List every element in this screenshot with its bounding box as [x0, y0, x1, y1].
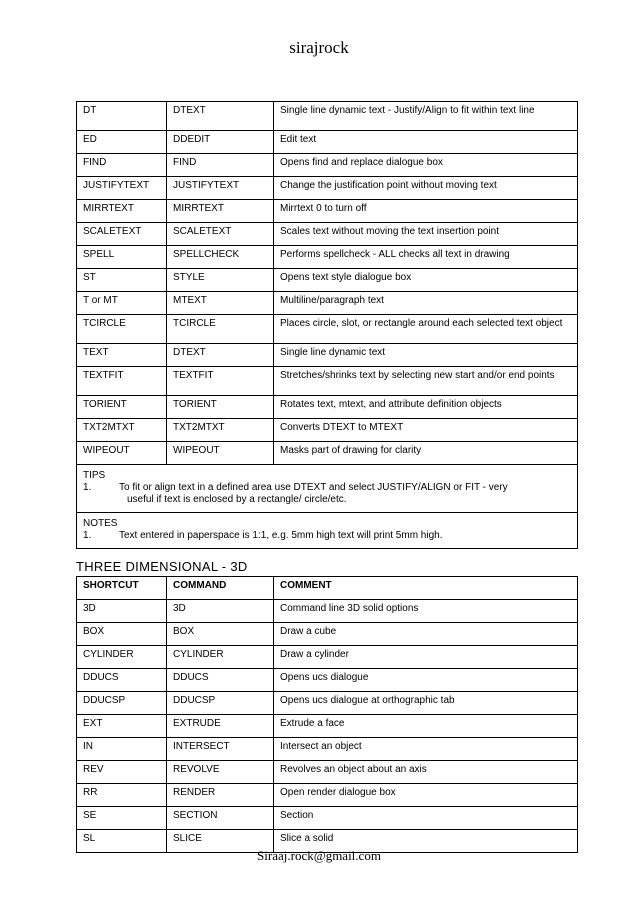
comment-cell: Extrude a face	[274, 715, 578, 738]
comment-cell: Opens ucs dialogue	[274, 669, 578, 692]
command-cell: SCALETEXT	[167, 223, 274, 246]
notes-cell	[77, 513, 578, 549]
shortcut-cell: TEXT	[77, 344, 167, 367]
table-row	[77, 177, 578, 200]
notes-heading: NOTES	[83, 518, 118, 529]
three-d-commands-table	[76, 576, 578, 853]
shortcut-cell: ST	[77, 269, 167, 292]
notes-item-number: 1.	[83, 530, 92, 541]
shortcut-cell: RR	[77, 784, 167, 807]
comment-cell: Mirrtext 0 to turn off	[274, 200, 578, 223]
table-row	[77, 623, 578, 646]
command-cell: DTEXT	[167, 344, 274, 367]
comment-cell: Rotates text, mtext, and attribute definition objects	[274, 396, 578, 419]
comment-cell: Command line 3D solid options	[274, 600, 578, 623]
table-row	[77, 344, 578, 367]
command-cell: TORIENT	[167, 396, 274, 419]
notes-item-text: Text entered in paperspace is 1:1, e.g. 5mm high text will print 5mm high.	[119, 530, 443, 541]
shortcut-cell: SE	[77, 807, 167, 830]
table-row	[77, 223, 578, 246]
comment-cell: Draw a cylinder	[274, 646, 578, 669]
page-header-title: sirajrock	[289, 38, 349, 57]
command-cell: 3D	[167, 600, 274, 623]
section-title-3d: THREE DIMENSIONAL - 3D	[76, 559, 248, 574]
comment-cell: Edit text	[274, 131, 578, 154]
shortcut-cell: EXT	[77, 715, 167, 738]
table-row	[77, 807, 578, 830]
shortcut-cell: IN	[77, 738, 167, 761]
table-row	[77, 442, 578, 465]
command-cell: STYLE	[167, 269, 274, 292]
table-row	[77, 131, 578, 154]
table-row	[77, 738, 578, 761]
comment-cell: Multiline/paragraph text	[274, 292, 578, 315]
command-cell: DDUCS	[167, 669, 274, 692]
comment-cell: Converts DTEXT to MTEXT	[274, 419, 578, 442]
tips-item-1	[83, 482, 571, 506]
shortcut-cell: SPELL	[77, 246, 167, 269]
table-row	[77, 419, 578, 442]
shortcut-cell: T or MT	[77, 292, 167, 315]
table-row	[77, 367, 578, 396]
shortcut-cell: BOX	[77, 623, 167, 646]
notes-item-1	[83, 530, 571, 542]
command-cell: EXTRUDE	[167, 715, 274, 738]
tips-item-text-line2: useful if text is enclosed by a rectangle/ circle/etc.	[127, 494, 347, 505]
command-cell: DDEDIT	[167, 131, 274, 154]
shortcut-cell: 3D	[77, 600, 167, 623]
table-row	[77, 646, 578, 669]
tips-row	[77, 465, 578, 513]
table-row	[77, 600, 578, 623]
table-row	[77, 315, 578, 344]
column-header-command: COMMAND	[167, 577, 274, 600]
column-header-comment: COMMENT	[274, 577, 578, 600]
command-cell: FIND	[167, 154, 274, 177]
table-row	[77, 692, 578, 715]
comment-cell: Opens ucs dialogue at orthographic tab	[274, 692, 578, 715]
three-d-commands-body	[77, 600, 578, 853]
command-cell: MIRRTEXT	[167, 200, 274, 223]
command-cell: WIPEOUT	[167, 442, 274, 465]
shortcut-cell: MIRRTEXT	[77, 200, 167, 223]
table-row	[77, 396, 578, 419]
shortcut-cell: SCALETEXT	[77, 223, 167, 246]
shortcut-cell: JUSTIFYTEXT	[77, 177, 167, 200]
table-row	[77, 292, 578, 315]
comment-cell: Masks part of drawing for clarity	[274, 442, 578, 465]
comment-cell: Draw a cube	[274, 623, 578, 646]
tips-item-number: 1.	[83, 482, 92, 493]
comment-cell: Single line dynamic text - Justify/Align to fit within text line	[274, 102, 578, 131]
command-cell: SECTION	[167, 807, 274, 830]
comment-cell: Intersect an object	[274, 738, 578, 761]
table-row	[77, 246, 578, 269]
table-row	[77, 715, 578, 738]
page-footer-email: Siraaj.rock@gmail.com	[257, 848, 381, 863]
comment-cell: Performs spellcheck - ALL checks all text in drawing	[274, 246, 578, 269]
table-row	[77, 102, 578, 131]
shortcut-cell: DDUCS	[77, 669, 167, 692]
notes-row	[77, 513, 578, 549]
comment-cell: Section	[274, 807, 578, 830]
command-cell: DTEXT	[167, 102, 274, 131]
command-cell: REVOLVE	[167, 761, 274, 784]
command-cell: SPELLCHECK	[167, 246, 274, 269]
comment-cell: Open render dialogue box	[274, 784, 578, 807]
command-cell: INTERSECT	[167, 738, 274, 761]
shortcut-cell: TXT2MTXT	[77, 419, 167, 442]
shortcut-cell: SL	[77, 830, 167, 853]
command-cell: TXT2MTXT	[167, 419, 274, 442]
comment-cell: Opens text style dialogue box	[274, 269, 578, 292]
shortcut-cell: CYLINDER	[77, 646, 167, 669]
tips-item-text-line1: To fit or align text in a defined area use DTEXT and select JUSTIFY/ALIGN or FIT - very	[119, 482, 508, 493]
shortcut-cell: REV	[77, 761, 167, 784]
shortcut-cell: WIPEOUT	[77, 442, 167, 465]
shortcut-cell: TORIENT	[77, 396, 167, 419]
comment-cell: Change the justification point without moving text	[274, 177, 578, 200]
command-cell: TEXTFIT	[167, 367, 274, 396]
command-cell: TCIRCLE	[167, 315, 274, 344]
table-row	[77, 200, 578, 223]
table-row	[77, 269, 578, 292]
command-cell: BOX	[167, 623, 274, 646]
comment-cell: Slice a solid	[274, 830, 578, 853]
text-commands-table	[76, 101, 578, 549]
shortcut-cell: FIND	[77, 154, 167, 177]
table-row	[77, 761, 578, 784]
comment-cell: Single line dynamic text	[274, 344, 578, 367]
tips-heading: TIPS	[83, 470, 106, 481]
command-cell: RENDER	[167, 784, 274, 807]
comment-cell: Places circle, slot, or rectangle around each selected text object	[274, 315, 578, 344]
comment-cell: Scales text without moving the text insertion point	[274, 223, 578, 246]
shortcut-cell: TEXTFIT	[77, 367, 167, 396]
column-header-shortcut: SHORTCUT	[77, 577, 167, 600]
comment-cell: Revolves an object about an axis	[274, 761, 578, 784]
table-row	[77, 154, 578, 177]
text-commands-body	[77, 102, 578, 549]
three-d-table-header	[77, 577, 578, 600]
tips-cell	[77, 465, 578, 513]
command-cell: DDUCSP	[167, 692, 274, 715]
comment-cell: Stretches/shrinks text by selecting new start and/or end points	[274, 367, 578, 396]
shortcut-cell: DDUCSP	[77, 692, 167, 715]
table-row	[77, 784, 578, 807]
header-row	[77, 577, 578, 600]
shortcut-cell: ED	[77, 131, 167, 154]
command-cell: JUSTIFYTEXT	[167, 177, 274, 200]
command-cell: CYLINDER	[167, 646, 274, 669]
table-row	[77, 669, 578, 692]
command-cell: SLICE	[167, 830, 274, 853]
shortcut-cell: DT	[77, 102, 167, 131]
command-cell: MTEXT	[167, 292, 274, 315]
comment-cell: Opens find and replace dialogue box	[274, 154, 578, 177]
shortcut-cell: TCIRCLE	[77, 315, 167, 344]
